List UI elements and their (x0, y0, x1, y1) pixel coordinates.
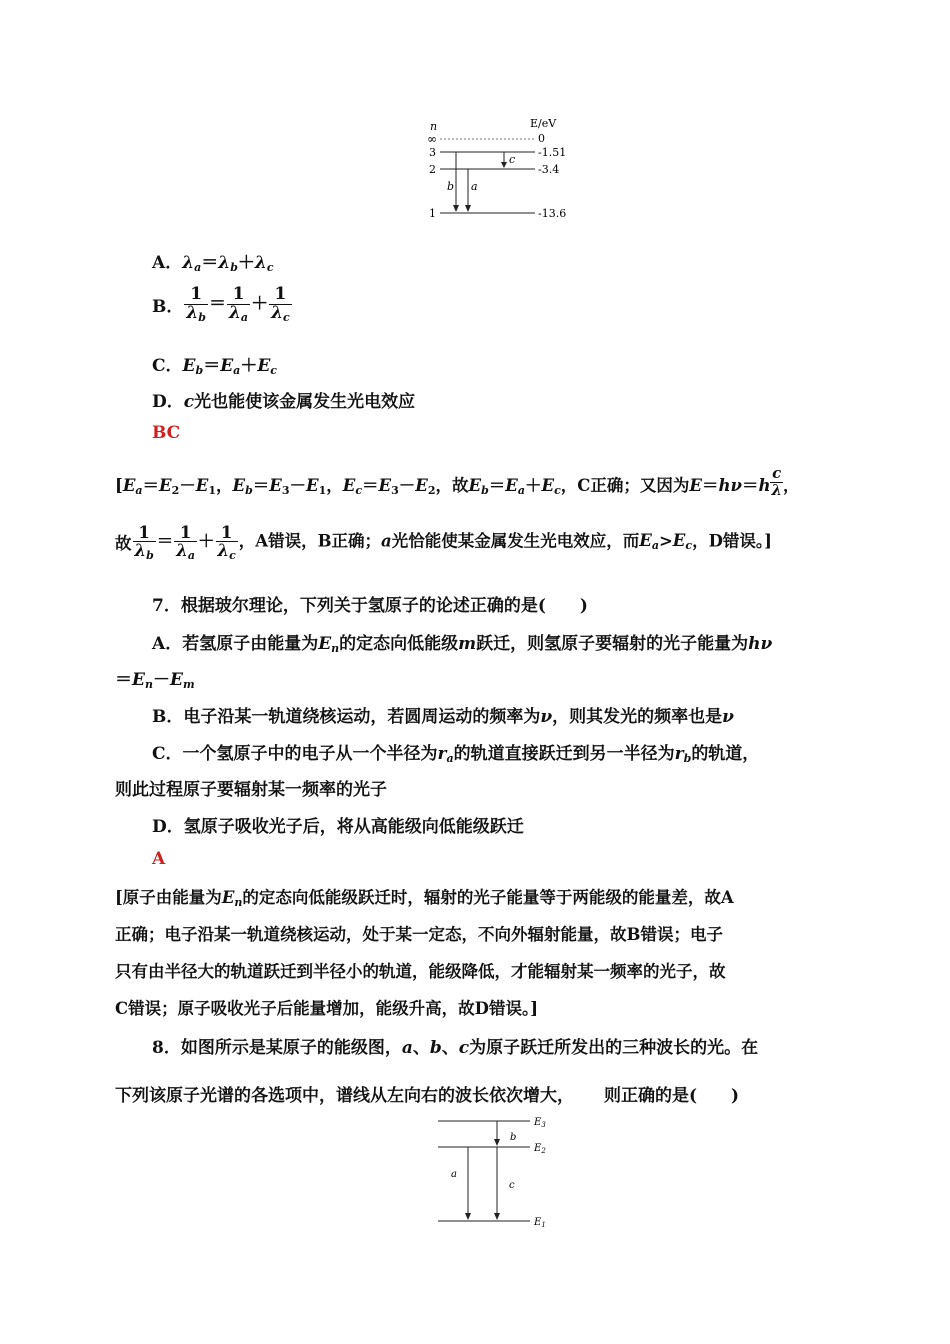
q6-option-c: C．$E_b=E_a+E_c$ (152, 356, 277, 377)
q7-stem: 7．根据玻尔理论，下列关于氢原子的论述正确的是( ) (152, 596, 588, 616)
energy-level-diagram-2 (430, 1110, 570, 1232)
arrowhead-c-2 (494, 1213, 500, 1220)
arrowhead-b (453, 205, 459, 212)
q6-option-a: A．$\lambda_a=\lambda_b+\lambda_c$ (152, 253, 274, 274)
level-e-inf: 0 (538, 132, 545, 145)
level-e-1: -13.6 (538, 207, 567, 220)
level-e-3: -1.51 (538, 146, 567, 159)
n-axis-label: n (430, 120, 438, 133)
q6-option-d: D．c光也能使该金属发生光电效应 (152, 392, 416, 412)
q7-answer: A (152, 849, 166, 869)
q7-explanation-line4: C错误；原子吸收光子后能量增加，能级升高，故D错误。] (115, 999, 538, 1018)
q6-option-b: B． $\frac{1}{\lambda_b}$ ＝ $\frac{1}{\lambda_a}$ ＋ $\frac{1}{\lambda_c}$ (152, 284, 290, 324)
arrow-b-label: b (447, 180, 455, 193)
level-label-e2: $E_2$ (534, 1143, 546, 1155)
q7-explanation-line1: [原子由能量为$E_n$的定态向低能级跃迁时，辐射的光子能量等于两能级的能量差，故A (115, 888, 734, 909)
level-n-1: 1 (429, 207, 436, 220)
energy-axis-label: E/eV (530, 117, 557, 130)
arrow-a-label: a (471, 180, 478, 193)
q8-stem-line2: 下列该原子光谱的各选项中，谱线从左向右的波长依次增大， 则正确的是( ) (115, 1086, 740, 1106)
q7-option-c-line2: 则此过程原子要辐射某一频率的光子 (115, 780, 387, 800)
arrow-c-2-label: c (509, 1180, 515, 1191)
energy-level-diagram-1 (420, 112, 595, 224)
q6-explanation-line1: [$E_a=E_2-E_1$，$E_b=E_3-E_1$，$E_c=E_3-E_2$，故$E_b=E_a+E_c$，C正确；又因为E＝hν＝h $\frac{c}{\lambda}$ ， (115, 464, 800, 499)
arrowhead-c (501, 162, 507, 168)
q7-option-a-line2: $=E_n-E_m$ (115, 670, 195, 691)
q7-option-c: C．一个氢原子中的电子从一个半径为$r_a$的轨道直接跃迁到另一半径为$r_b$的轨道， (152, 744, 760, 765)
level-e-2: -3.4 (538, 163, 560, 176)
arrow-b-2-label: b (510, 1132, 517, 1143)
level-n-3: 3 (429, 146, 436, 159)
q7-explanation-line2: 正确；电子沿某一轨道绕核运动，处于某一定态，不向外辐射能量，故B错误；电子 (115, 925, 723, 944)
q8-stem-line1: 8．如图所示是某原子的能级图，a、b、c为原子跃迁所发出的三种波长的光。在 (152, 1038, 759, 1058)
q6-answer: BC (152, 423, 181, 443)
q6-explanation-line2: 故 $\frac{1}{\lambda_b}$ ＝ $\frac{1}{\lambda_a}$ ＋ $\frac{1}{\lambda_c}$ ，A错误，B正确；a光恰能使某金属发生光电效应，而$E_a>E_c$，D错误。] (115, 523, 772, 563)
q7-explanation-line3: 只有由半径大的轨道跃迁到半径小的轨道，能级降低，才能辐射某一频率的光子，故 (115, 962, 726, 981)
q7-option-a: A．若氢原子由能量为$E_n$的定态向低能级m跃迁，则氢原子要辐射的光子能量为hν (152, 634, 773, 655)
arrow-c-label: c (509, 153, 516, 166)
arrowhead-a-2 (465, 1213, 471, 1220)
arrowhead-b-2 (494, 1139, 500, 1146)
level-label-e1: $E_1$ (534, 1217, 546, 1229)
q7-option-d: D．氢原子吸收光子后，将从高能级向低能级跃迁 (152, 817, 524, 837)
level-label-e3: $E_3$ (534, 1117, 546, 1129)
arrow-a-2-label: a (451, 1169, 457, 1180)
arrowhead-a (465, 205, 471, 212)
level-n-2: 2 (429, 163, 436, 176)
level-n-inf: ∞ (427, 132, 437, 146)
q7-option-b: B．电子沿某一轨道绕核运动，若圆周运动的频率为ν，则其发光的频率也是ν (152, 707, 734, 727)
